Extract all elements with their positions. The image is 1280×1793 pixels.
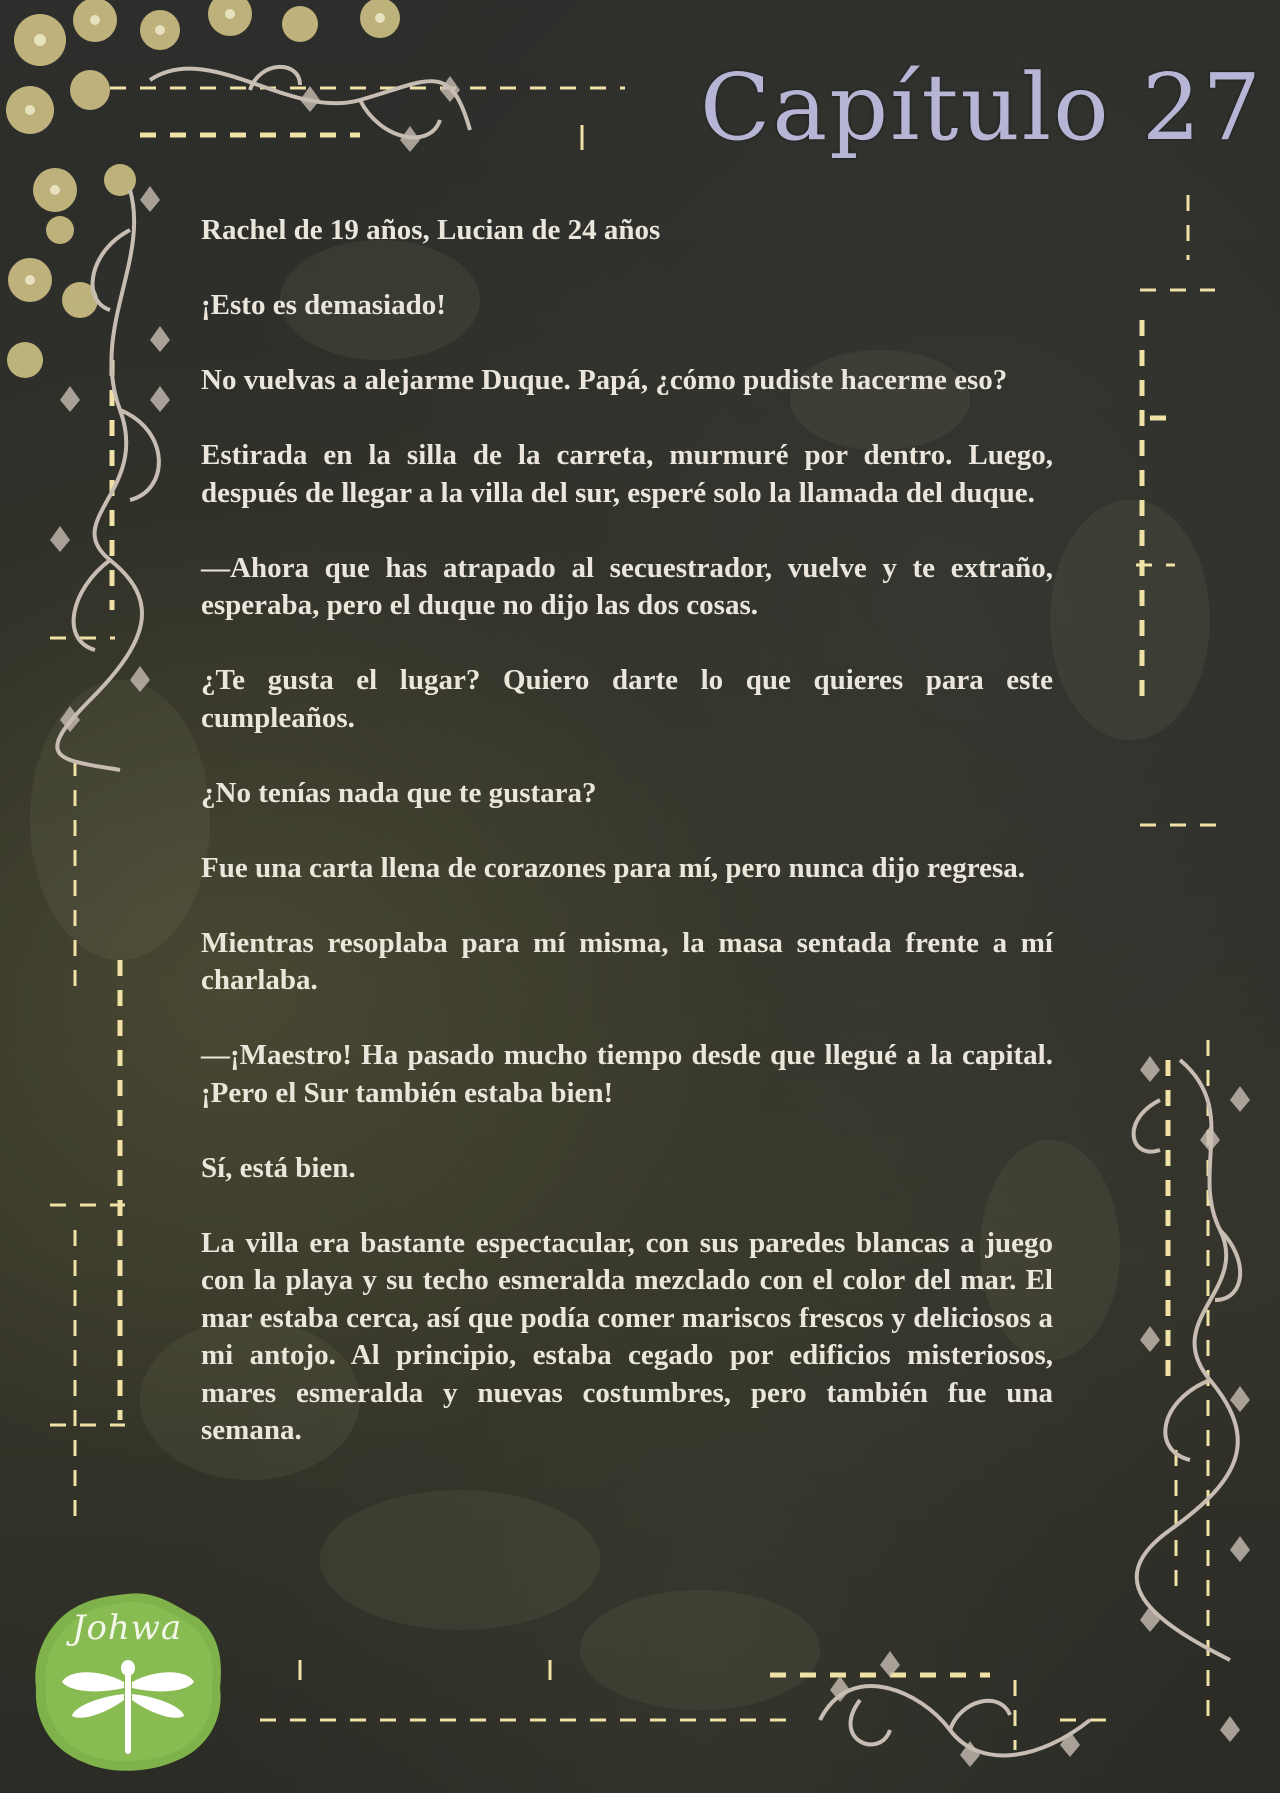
paragraph: Sí, está bien.	[201, 1151, 356, 1184]
paragraph: —Ahora que has atrapado al secuestrador, vuelve y te extraño, esperaba, pero el duque no dijo las dos cosas.	[201, 551, 1053, 621]
paragraph: Mientras resoplaba para mí misma, la masa sentada frente a mí charlaba.	[201, 926, 1053, 996]
paragraph: Fue una carta llena de corazones para mí, pero nunca dijo regresa.	[201, 851, 1026, 884]
johwa-logo	[28, 1588, 226, 1776]
dragonfly-icon	[58, 1648, 198, 1768]
chapter-title: Capítulo 27	[700, 54, 1263, 161]
paragraph: ¿Te gusta el lugar? Quiero darte lo que quieres para este cumpleaños.	[201, 664, 1053, 734]
paragraph: ¿No tenías nada que te gustara?	[201, 776, 597, 809]
logo-text: Johwa	[71, 1608, 183, 1648]
paragraph: Rachel de 19 años, Lucian de 24 años	[201, 214, 661, 246]
paragraph: —¡Maestro! Ha pasado mucho tiempo desde que llegué a la capital. ¡Pero el Sur también estaba bien!	[201, 1039, 1053, 1109]
story-text	[201, 212, 1053, 1450]
paragraph: La villa era bastante espectacular, con sus paredes blancas a juego con la playa y su techo esmeralda mezclado con el color del mar. El mar estaba cerca, así que podía comer mariscos frescos y deliciosos a mi antojo. Al principio, estaba cegado por edificios misteriosos, mares esmeralda y nuevas costumbres, pero también fue una semana.	[201, 1226, 1053, 1446]
paragraph: ¡Esto es demasiado!	[201, 289, 446, 321]
paragraph: Estirada en la silla de la carreta, murmuré por dentro. Luego, después de llegar a la villa del sur, esperé solo la llamada del duque.	[201, 439, 1053, 509]
paragraph: No vuelvas a alejarme Duque. Papá, ¿cómo pudiste hacerme eso?	[201, 364, 1008, 396]
